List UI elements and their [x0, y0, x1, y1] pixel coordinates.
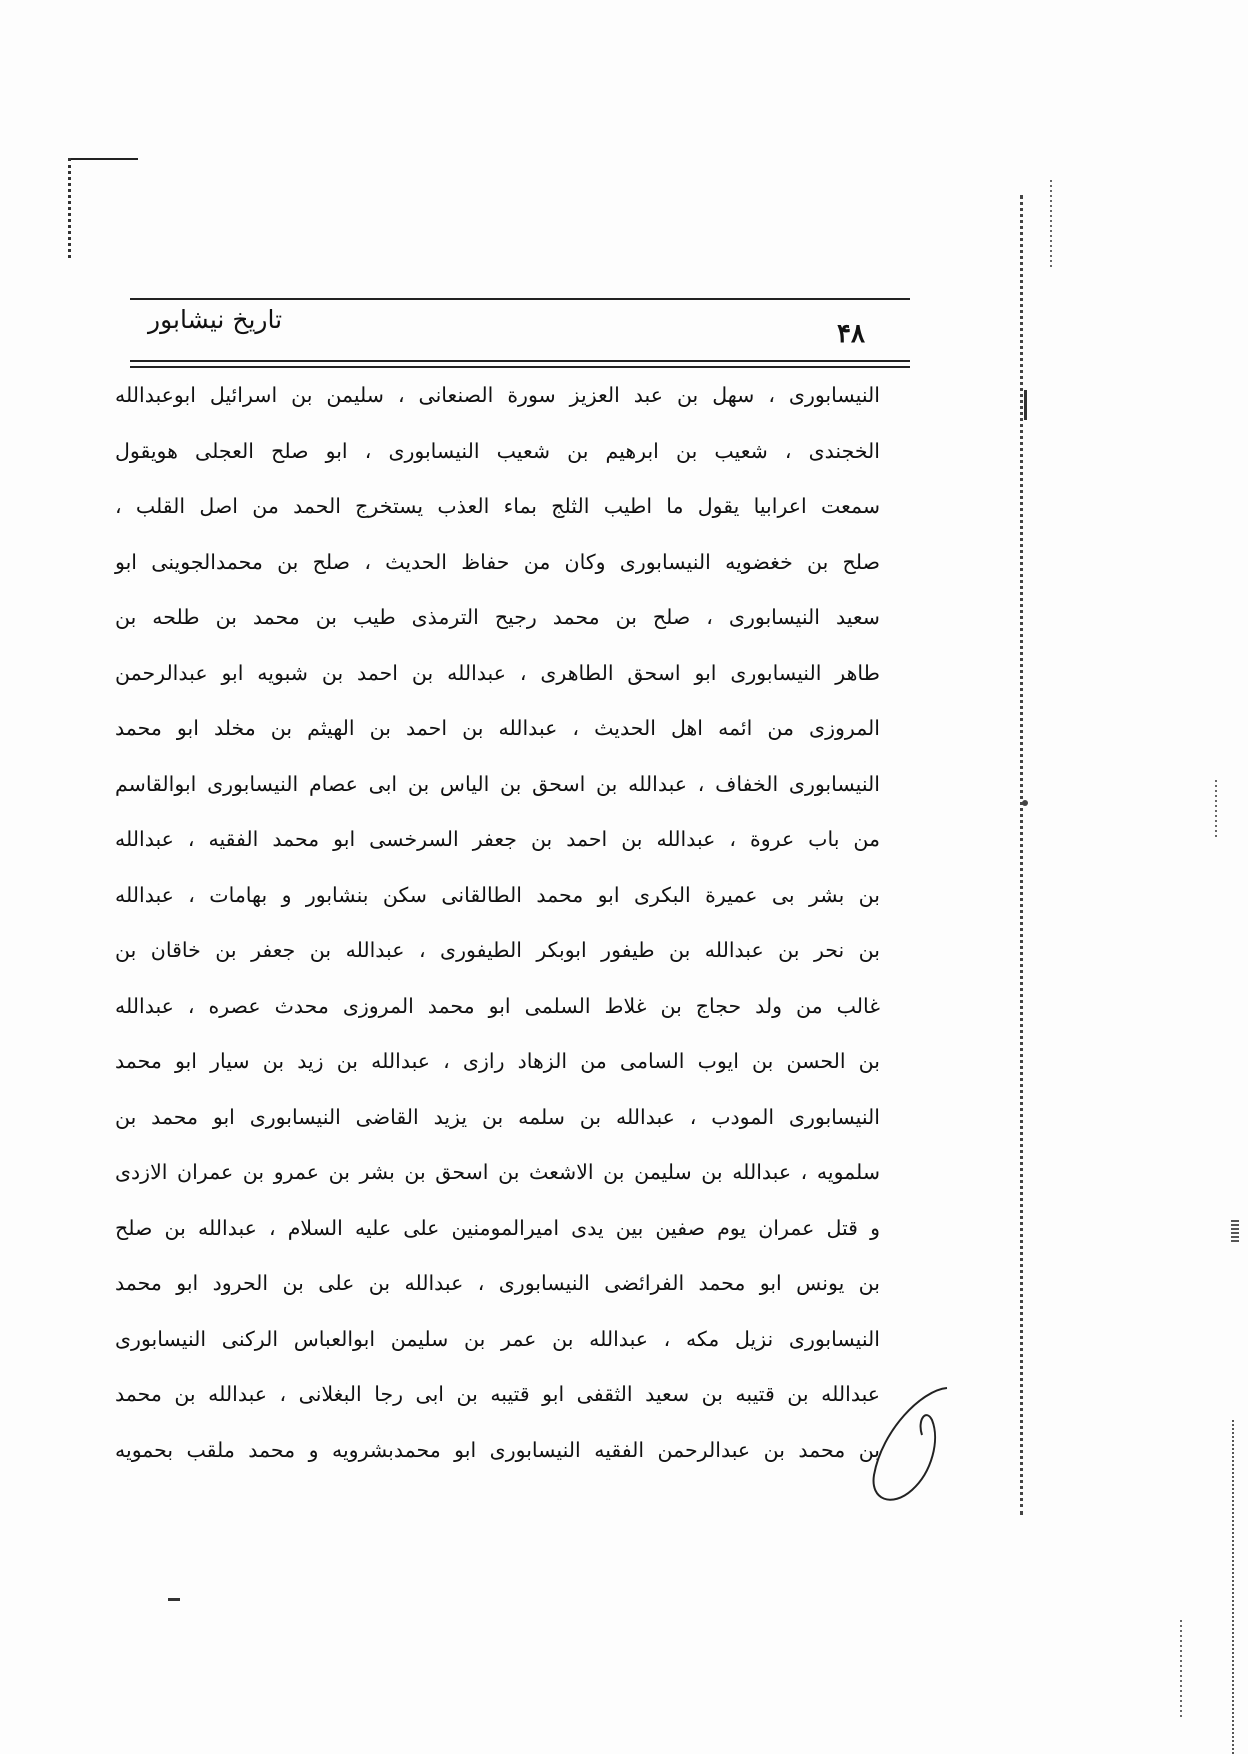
text-line: النیسابوری الخفاف ، عبدالله بن اسحق بن الیاس بن ابی عصام النیسابوری ابوالقاسم — [115, 771, 880, 796]
text-line: النیسابوری نزیل مکه ، عبدالله بن عمر بن سلیمن ابوالعباس الرکنی النیسابوری — [115, 1326, 880, 1351]
text-line: و قتل عمران یوم صفین بین یدی امیرالمومنین علی علیه السلام ، عبدالله بن صلح — [115, 1215, 880, 1240]
margin-scribble — [862, 1380, 962, 1510]
margin-dot — [1022, 800, 1028, 806]
scan-dotted-tick — [1215, 780, 1217, 840]
scan-dotted-tick — [1050, 180, 1052, 270]
header-rule-bottom — [130, 360, 910, 368]
body-text — [115, 368, 880, 1478]
text-line: غالب من ولد حجاج بن غلاط السلمی ابو محمد المروزی محدث عصره ، عبدالله — [115, 993, 880, 1018]
scan-corner-edge — [68, 158, 75, 258]
text-line: من باب عروة ، عبدالله بن احمد بن جعفر السرخسی ابو محمد الفقیه ، عبدالله — [115, 827, 880, 851]
text-line: صلح بن خغضویه النیسابوری وکان من حفاظ الحدیث ، صلح بن محمدالجوینی ابو — [115, 549, 880, 574]
text-line: بن الحسن بن ایوب السامی من الزهاد رازی ، عبدالله بن زید بن سیار ابو محمد — [115, 1049, 880, 1073]
scan-dotted-tick — [1180, 1620, 1182, 1720]
text-line: النیسابوری ، سهل بن عبد العزیز سورة الصنعانی ، سلیمن بن اسرائیل ابوعبدالله — [115, 383, 880, 407]
text-line: بن بشر بی عمیرة البکری ابو محمد الطالقانی سکن بنشابور و بهامات ، عبدالله — [115, 882, 880, 907]
text-line: بن محمد بن عبدالرحمن الفقیه النیسابوری ابو محمدبشرویه و محمد ملقب بحمویه — [115, 1437, 880, 1462]
margin-bracket-mark — [1016, 390, 1027, 420]
text-line: الخجندی ، شعیب بن ابرهیم بن شعیب النیسابوری ، ابو صلح العجلی هویقول — [115, 438, 880, 463]
text-line: بن یونس ابو محمد الفرائضی النیسابوری ، عبدالله بن علی بن الحرود ابو محمد — [115, 1271, 880, 1295]
scan-edge-mark — [1231, 1220, 1239, 1242]
scan-corner-bracket — [68, 158, 138, 163]
scan-edge-line — [1232, 1420, 1236, 1754]
stray-mark — [168, 1598, 180, 1601]
text-line: عبدالله بن قتیبه بن سعید الثقفی ابو قتیبه بن ابی رجا البغلانی ، عبدالله بن محمد — [115, 1382, 880, 1406]
text-line: النیسابوری المودب ، عبدالله بن سلمه بن یزید القاضی النیسابوری ابو محمد بن — [115, 1104, 880, 1129]
text-line: طاهر النیسابوری ابو اسحق الطاهری ، عبدالله بن احمد بن شبویه ابو عبدالرحمن — [115, 660, 880, 685]
text-line: المروزی من ائمه اهل الحدیث ، عبدالله بن احمد بن الهیثم بن مخلد ابو محمد — [115, 716, 880, 740]
page-number: ۴۸ — [837, 319, 865, 349]
text-line: سعید النیسابوری ، صلح بن محمد رجیح الترمذی طیب بن محمد بن طلحه بن — [115, 605, 880, 629]
running-title: تاریخ نیشابور — [148, 305, 283, 334]
text-line: سلمویه ، عبدالله بن سلیمن بن الاشعث بن اسحق بن بشر بن عمرو بن عمران الازدی — [115, 1160, 880, 1184]
text-line: بن نحر بن عبدالله بن طیفور ابوبکر الطیفوری ، عبدالله بن جعفر بن خاقان بن — [115, 938, 880, 962]
text-line: سمعت اعرابیا یقول ما اطیب الثلج بماء العذب یستخرج الحمد من اصل القلب ، — [115, 494, 880, 518]
